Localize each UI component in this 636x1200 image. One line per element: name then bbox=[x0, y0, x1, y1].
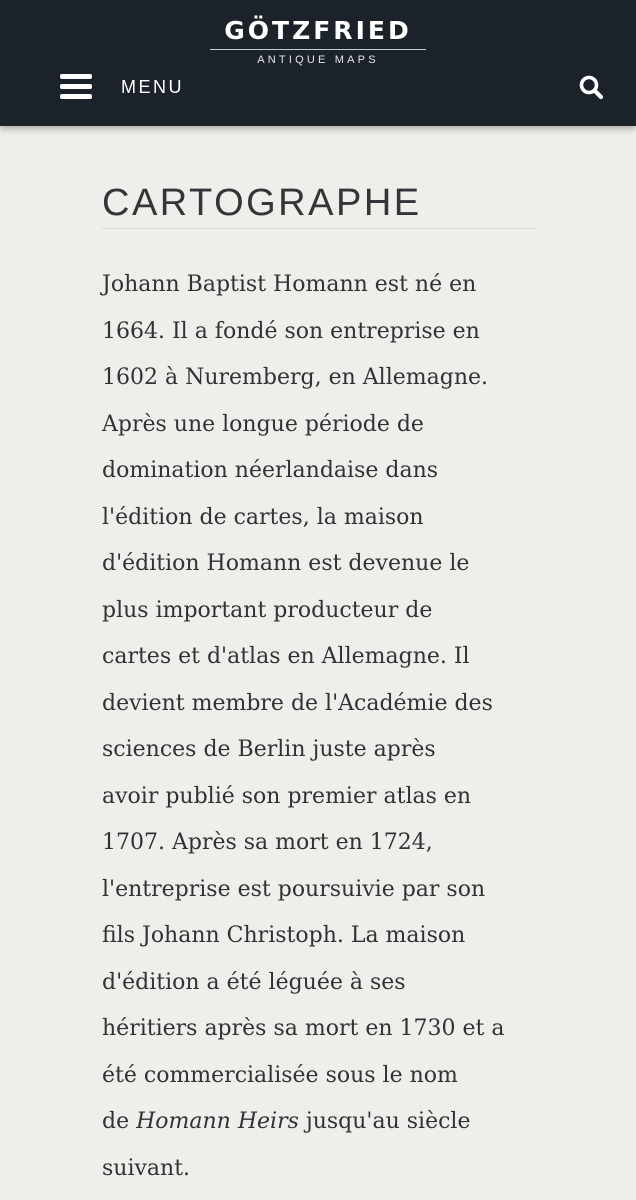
brand-name: GÖTZFRIED bbox=[210, 14, 426, 50]
page-title: CARTOGRAPHE bbox=[102, 180, 536, 229]
bio-line: été commercialisée sous le nom bbox=[102, 1062, 458, 1088]
bio-line: suivant. bbox=[102, 1155, 191, 1181]
bio-line bbox=[102, 1099, 536, 1146]
bio-line: plus important producteur de bbox=[102, 597, 433, 623]
search-button[interactable] bbox=[574, 70, 608, 104]
site-header bbox=[0, 0, 636, 126]
brand-tagline: ANTIQUE MAPS bbox=[257, 54, 379, 66]
bio-line: l'entreprise est poursuivie par son bbox=[102, 876, 486, 902]
brand-logo[interactable] bbox=[210, 14, 426, 74]
hamburger-icon bbox=[60, 74, 92, 100]
bio-line: sciences de Berlin juste après bbox=[102, 737, 436, 762]
bio-line: d'édition a été léguée à ses bbox=[102, 969, 406, 995]
bio-line: 1602 à Nuremberg, en Allemagne. bbox=[102, 365, 488, 390]
bio-line: l'édition de cartes, la maison bbox=[102, 504, 424, 530]
search-icon bbox=[574, 70, 608, 104]
bio-line: fils Johann Christoph. La maison bbox=[102, 923, 466, 948]
bio-line: devient membre de l'Académie des bbox=[102, 690, 493, 716]
bio-text: jusqu'au siècle bbox=[298, 1109, 471, 1134]
bio-line: Johann Baptist Homann est né en bbox=[102, 272, 477, 297]
cartographer-bio bbox=[102, 262, 536, 1192]
bio-line: d'édition Homann est devenue le bbox=[102, 551, 470, 576]
bio-line: cartes et d'atlas en Allemagne. Il bbox=[102, 644, 470, 669]
main-content bbox=[102, 180, 536, 1192]
menu-label: MENU bbox=[121, 77, 184, 97]
homann-heirs-name: Homann Heirs bbox=[136, 1109, 299, 1134]
bio-line: 1664. Il a fondé son entreprise en bbox=[102, 318, 480, 344]
menu-button[interactable] bbox=[58, 70, 208, 104]
bio-text: de bbox=[102, 1109, 137, 1134]
bio-line: héritiers après sa mort en 1730 et a bbox=[102, 1016, 505, 1041]
bio-line: Après une longue période de bbox=[102, 411, 424, 437]
bio-line: 1707. Après sa mort en 1724, bbox=[102, 830, 433, 855]
bio-line: avoir publié son premier atlas en bbox=[102, 783, 472, 809]
bio-line: domination néerlandaise dans bbox=[102, 458, 439, 483]
